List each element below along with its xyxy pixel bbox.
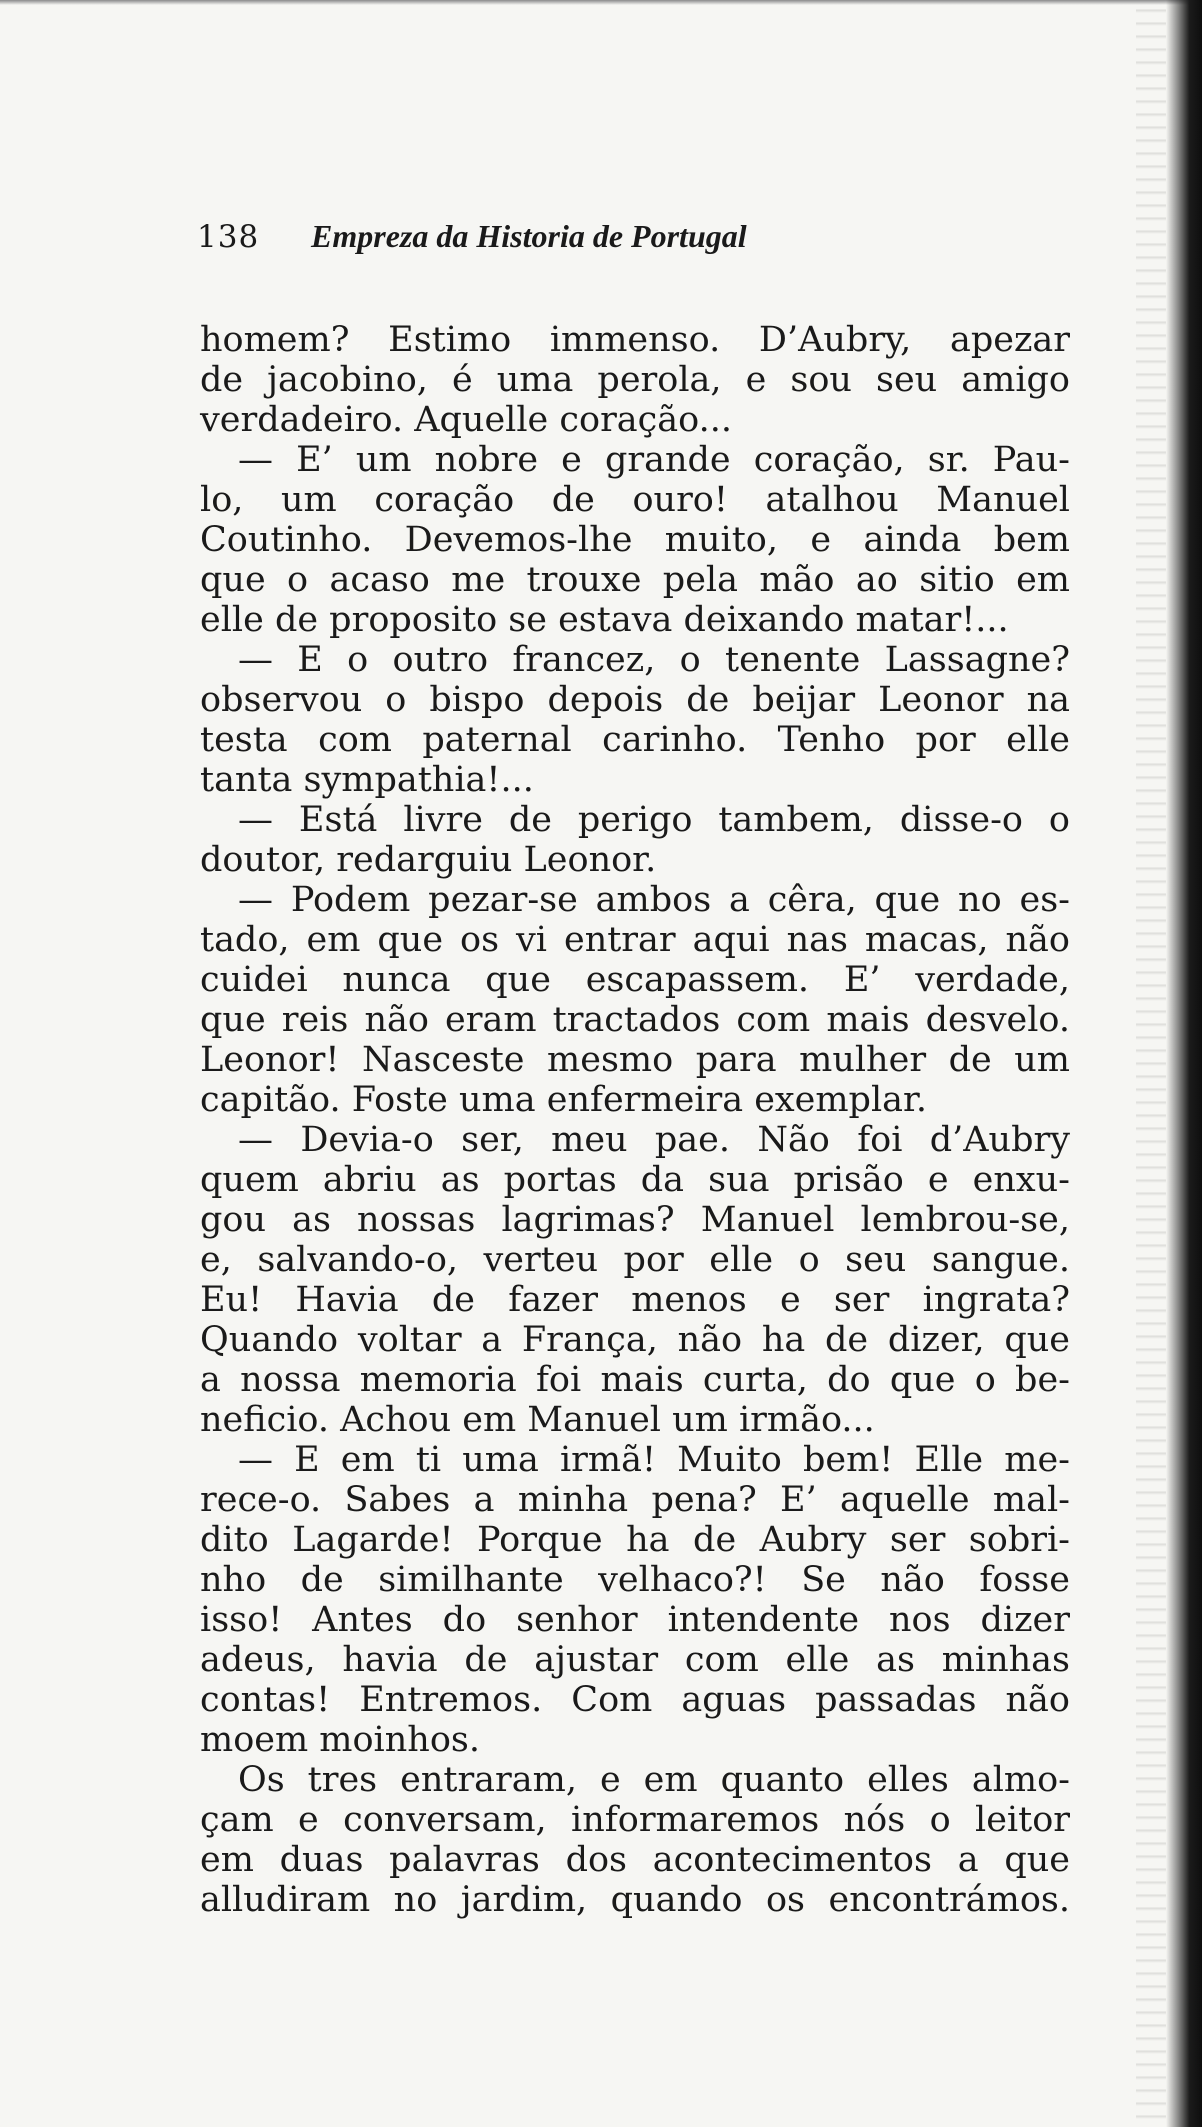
text-line: Leonor! Nasceste mesmo para mulher de um (200, 1040, 1070, 1080)
text-line: e, salvando-o, verteu por elle o seu sangue. (200, 1240, 1070, 1280)
text-line: quem abriu as portas da sua prisão e enxu- (200, 1160, 1070, 1200)
text-line: — Está livre de perigo tambem, disse-o o (238, 800, 1070, 840)
text-line: elle de proposito se estava deixando matar!... (200, 600, 1009, 640)
text-line: verdadeiro. Aquelle coração... (200, 400, 732, 440)
text-line: Eu! Havia de fazer menos e ser ingrata? (200, 1280, 1070, 1320)
page-number: 138 (197, 219, 260, 255)
text-line: moem moinhos. (200, 1720, 480, 1760)
text-line: — E em ti uma irmã! Muito bem! Elle me- (238, 1440, 1070, 1480)
text-line: gou as nossas lagrimas? Manuel lembrou-se, (200, 1200, 1070, 1240)
text-line: que reis não eram tractados com mais desvelo. (200, 1000, 1070, 1040)
text-line: Coutinho. Devemos-lhe muito, e ainda bem (200, 520, 1070, 560)
text-line: cuidei nunca que escapassem. E’ verdade, (200, 960, 1070, 1000)
text-line: rece-o. Sabes a minha pena? E’ aquelle mal- (200, 1480, 1070, 1520)
text-line: — E o outro francez, o tenente Lassagne? (238, 640, 1070, 680)
text-line: testa com paternal carinho. Tenho por elle (200, 720, 1070, 760)
text-line: — E’ um nobre e grande coração, sr. Pau- (238, 440, 1070, 480)
text-line: de jacobino, é uma perola, e sou seu amigo (200, 360, 1070, 400)
text-line: çam e conversam, informaremos nós o leitor (200, 1800, 1070, 1840)
book-spine (1166, 0, 1202, 2127)
page-top-edge (0, 0, 1202, 5)
text-line: Os tres entraram, e em quanto elles almo- (238, 1760, 1070, 1800)
text-line: lo, um coração de ouro! atalhou Manuel (200, 480, 1070, 520)
text-line: a nossa memoria foi mais curta, do que o be- (200, 1360, 1070, 1400)
text-line: adeus, havia de ajustar com elle as minhas (200, 1640, 1070, 1680)
text-line: homem? Estimo immenso. D’Aubry, apezar (200, 320, 1070, 360)
text-line: tado, em que os vi entrar aqui nas macas, não (200, 920, 1070, 960)
text-line: nho de similhante velhaco?! Se não fosse (200, 1560, 1070, 1600)
text-line: — Devia-o ser, meu pae. Não foi d’Aubry (238, 1120, 1070, 1160)
text-line: que o acaso me trouxe pela mão ao sitio em (200, 560, 1070, 600)
text-line: Quando voltar a França, não ha de dizer, que (200, 1320, 1070, 1360)
text-line: alludiram no jardim, quando os encontrámos. (200, 1880, 1070, 1920)
text-line: contas! Entremos. Com aguas passadas não (200, 1680, 1070, 1720)
text-line: isso! Antes do senhor intendente nos dizer (200, 1600, 1070, 1640)
text-line: — Podem pezar-se ambos a cêra, que no es- (238, 880, 1070, 920)
body-text (200, 320, 1070, 1920)
text-line: doutor, redarguiu Leonor. (200, 840, 657, 880)
running-header (197, 212, 1097, 260)
binding-shadow (1136, 0, 1166, 2127)
text-line: tanta sympathia!... (200, 760, 534, 800)
text-line: dito Lagarde! Porque ha de Aubry ser sobri- (200, 1520, 1070, 1560)
text-line: observou o bispo depois de beijar Leonor na (200, 680, 1070, 720)
running-title: Empreza da Historia de Portugal (311, 218, 747, 254)
text-line: em duas palavras dos acontecimentos a que (200, 1840, 1070, 1880)
text-line: neficio. Achou em Manuel um irmão... (200, 1400, 875, 1440)
text-line: capitão. Foste uma enfermeira exemplar. (200, 1080, 928, 1120)
